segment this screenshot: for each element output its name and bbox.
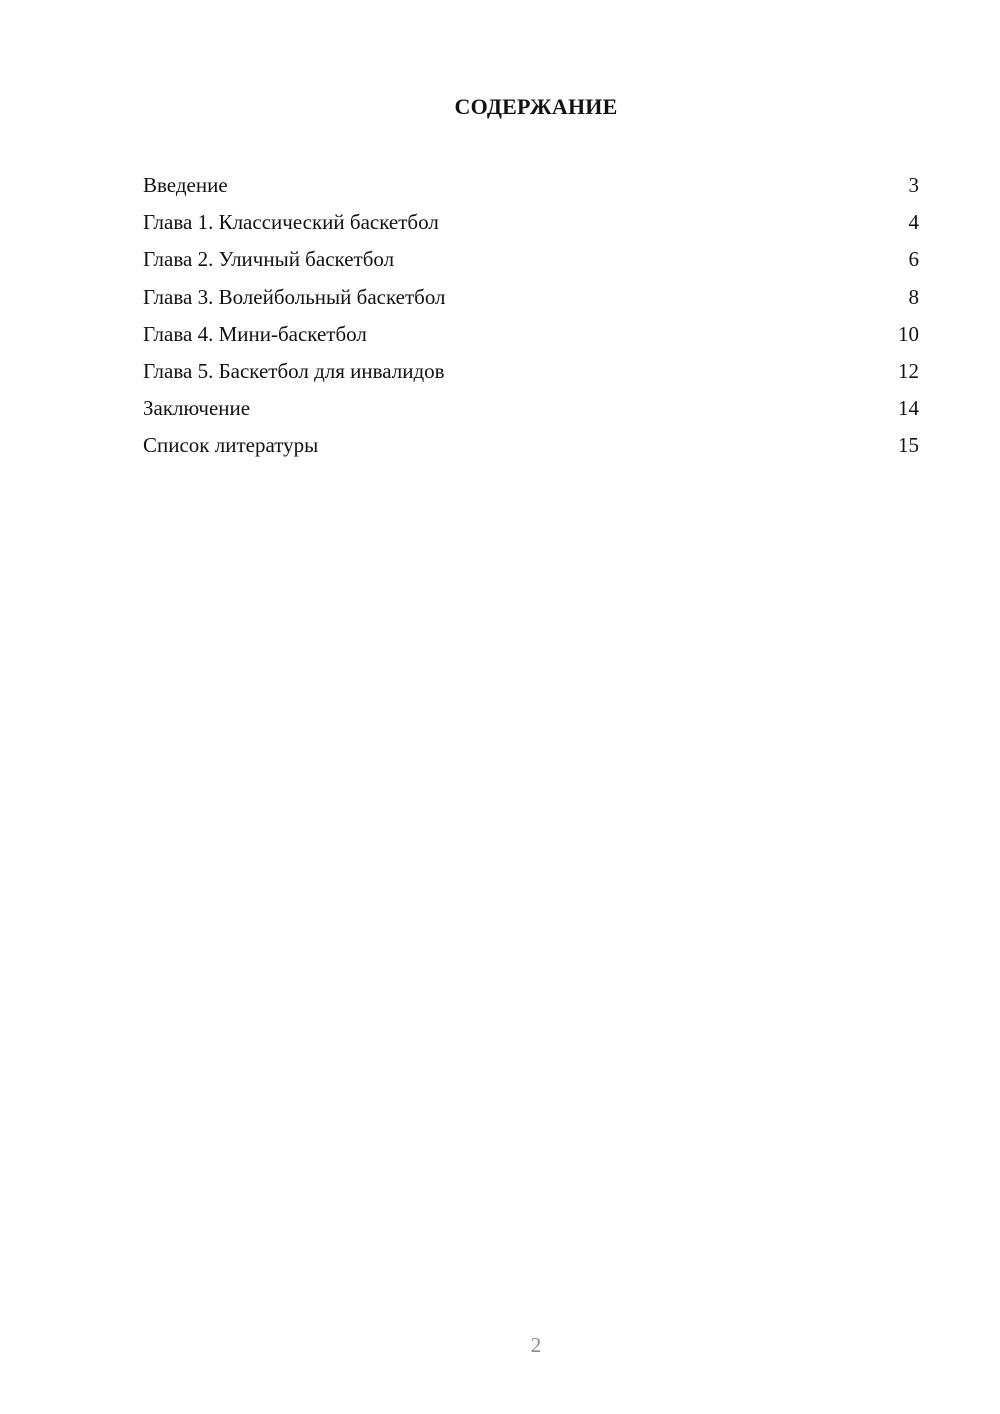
toc-entry-page: 6 [908,247,919,272]
toc-entry-page: 3 [908,173,919,197]
toc-entry-label: Глава 3. Волейбольный баскетбол [143,284,446,309]
page-number: 2 [530,1333,542,1357]
toc-entry-introduction [143,170,919,207]
toc-entry-page: 14 [898,396,919,421]
toc-entry-bibliography [143,430,919,467]
toc-entry-label: Заключение [143,396,251,421]
toc-entry-chapter-1 [143,207,919,244]
toc-entry-chapter-2 [143,244,919,281]
table-of-contents [143,170,919,468]
toc-entry-label: Глава 4. Мини-баскетбол [143,321,367,346]
toc-entry-chapter-5 [143,356,919,393]
toc-entry-page: 8 [908,284,919,309]
toc-entry-page: 10 [898,321,919,346]
toc-entry-page: 4 [908,210,919,235]
page-title: СОДЕРЖАНИЕ [454,94,618,119]
toc-entry-page: 15 [898,433,919,458]
toc-entry-label: Глава 1. Классический баскетбол [143,210,439,235]
toc-entry-page: 12 [898,358,919,383]
toc-entry-chapter-4 [143,319,919,356]
toc-entry-label: Список литературы [143,433,319,458]
toc-entry-label: Глава 2. Уличный баскетбол [143,247,395,272]
toc-entry-conclusion [143,393,919,430]
toc-entry-label: Введение [143,173,228,197]
toc-entry-label: Глава 5. Баскетбол для инвалидов [143,358,445,383]
toc-entry-chapter-3 [143,282,919,319]
